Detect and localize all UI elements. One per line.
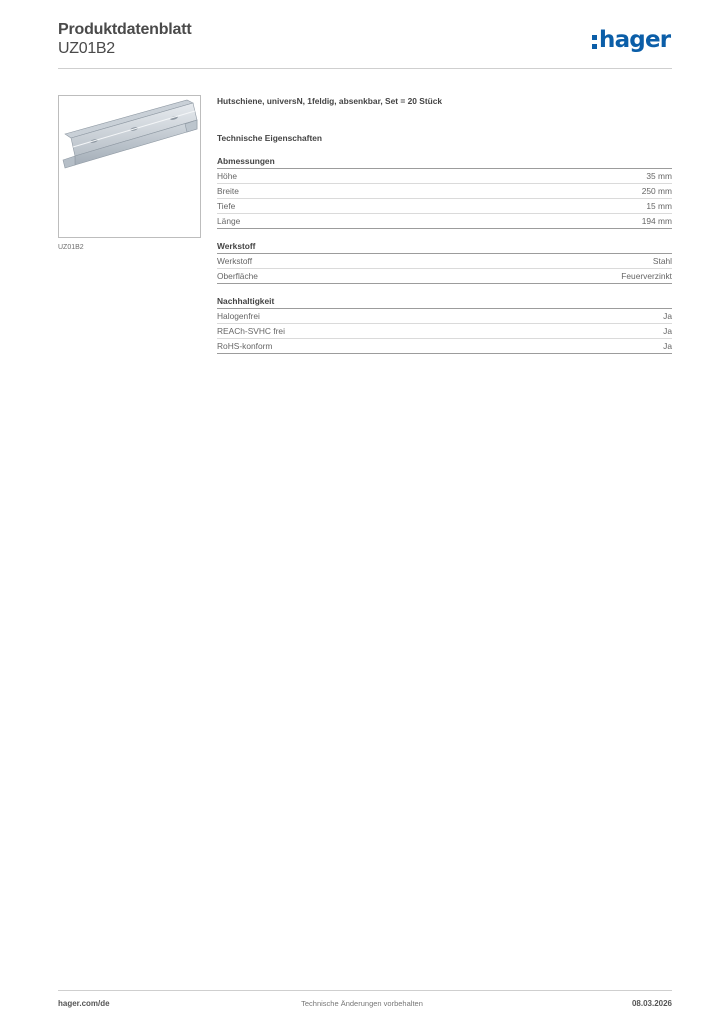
- spec-group-title: Abmessungen: [217, 155, 672, 169]
- spec-label: Höhe: [217, 171, 238, 181]
- spec-group-title: Nachhaltigkeit: [217, 295, 672, 309]
- spec-label: Tiefe: [217, 201, 236, 211]
- product-details: [217, 95, 672, 354]
- footer-divider: [58, 990, 672, 991]
- spec-label: RoHS-konform: [217, 341, 273, 351]
- spec-group-nachhaltigkeit: [217, 295, 672, 354]
- spec-value: 250 mm: [641, 186, 672, 196]
- header-divider: [58, 68, 672, 69]
- spec-group-title: Werkstoff: [217, 240, 672, 254]
- spec-value: Feuerverzinkt: [621, 271, 672, 281]
- spec-value: 35 mm: [646, 171, 672, 181]
- spec-row: [217, 214, 672, 229]
- spec-value: Ja: [663, 341, 672, 351]
- spec-row: [217, 324, 672, 339]
- spec-row: [217, 309, 672, 324]
- spec-value: Stahl: [652, 256, 672, 266]
- spec-row: [217, 339, 672, 354]
- product-code: UZ01B2: [58, 40, 115, 57]
- din-rail-illustration: [59, 96, 200, 237]
- spec-row: [217, 199, 672, 214]
- footer-date: 08.03.2026: [631, 999, 672, 1008]
- spec-group-werkstoff: [217, 240, 672, 284]
- footer-website-link[interactable]: hager.com/de: [58, 999, 110, 1008]
- spec-group-abmessungen: [217, 155, 672, 229]
- spec-label: Oberfläche: [217, 271, 258, 281]
- spec-label: Werkstoff: [217, 256, 253, 266]
- spec-label: Halogenfrei: [217, 311, 260, 321]
- spec-value: Ja: [663, 326, 672, 336]
- spec-value: 194 mm: [641, 216, 672, 226]
- spec-row: [217, 184, 672, 199]
- spec-row: [217, 254, 672, 269]
- hager-logo: [592, 27, 674, 59]
- spec-label: Länge: [217, 216, 241, 226]
- product-name: Hutschiene, universN, 1feldig, absenkbar, Set = 20 Stück: [217, 96, 443, 106]
- image-caption: UZ01B2: [58, 244, 84, 251]
- spec-label: REACh-SVHC frei: [217, 326, 285, 336]
- footer-note: Technische Änderungen vorbehalten: [301, 999, 423, 1008]
- logo-dots-icon: [592, 35, 598, 53]
- spec-label: Breite: [217, 186, 239, 196]
- spec-row: [217, 169, 672, 184]
- product-image: [58, 95, 201, 238]
- logo-text: hager: [599, 27, 671, 53]
- section-title: Technische Eigenschaften: [217, 133, 323, 143]
- spec-value: Ja: [663, 311, 672, 321]
- document-title: Produktdatenblatt: [58, 21, 192, 38]
- spec-value: 15 mm: [646, 201, 672, 211]
- spec-row: [217, 269, 672, 284]
